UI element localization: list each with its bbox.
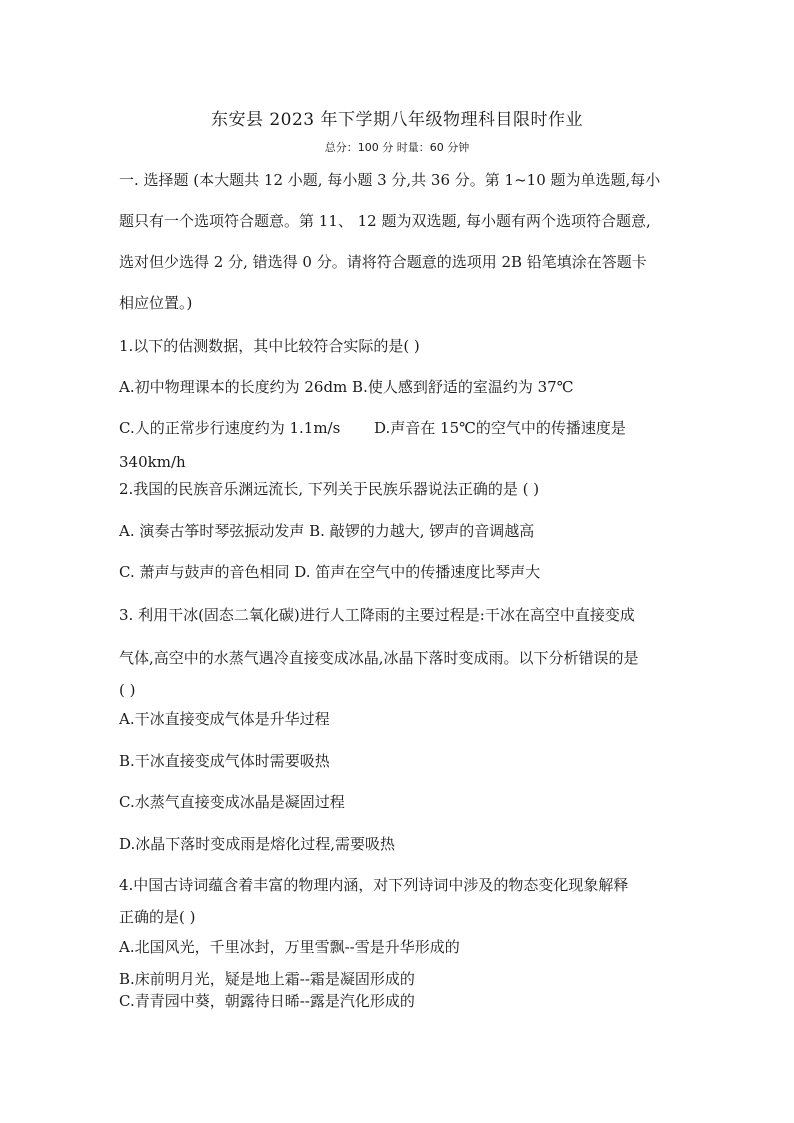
section-instructions-line-2: 题只有一个选项符合题意。第 11、 12 题为双选题, 每小题有两个选项符合题意, xyxy=(119,212,651,230)
question-3-option-b: B.干冰直接变成气体时需要吸热 xyxy=(119,752,330,770)
document-subtitle: 总分：100 分 时量：60 分钟 xyxy=(324,141,470,154)
question-3-stem-line-2: 气体,高空中的水蒸气遇冷直接变成冰晶,冰晶下落时变成雨。以下分析错误的是 xyxy=(119,649,639,667)
section-instructions-line-4: 相应位置。) xyxy=(119,294,193,312)
document-title: 东安县 2023 年下学期八年级物理科目限时作业 xyxy=(210,110,584,130)
question-1-option-c: C.人的正常步行速度约为 1.1m/s xyxy=(119,419,341,437)
question-3-option-d: D.冰晶下落时变成雨是熔化过程,需要吸热 xyxy=(119,835,396,853)
question-4-option-b: B.床前明月光，疑是地上霜--霜是凝固形成的 xyxy=(119,970,415,988)
question-3-option-c: C.水蒸气直接变成冰晶是凝固过程 xyxy=(119,793,345,811)
question-4-stem-line-1: 4.中国古诗词蕴含着丰富的物理内涵，对下列诗词中涉及的物态变化现象解释 xyxy=(119,876,629,894)
question-1-options-ab: A.初中物理课本的长度约为 26dm B.使人感到舒适的室温约为 37℃ xyxy=(119,378,574,396)
question-3-stem-line-1: 3. 利用干冰(固态二氧化碳)进行人工降雨的主要过程是:干冰在高空中直接变成 xyxy=(119,606,635,624)
section-instructions-line-1: 一. 选择题 (本大题共 12 小题, 每小题 3 分,共 36 分。第 1~10 题为单选题,每小 xyxy=(119,171,661,189)
question-2-options-ab: A. 演奏古筝时琴弦振动发声 B. 敲锣的力越大, 锣声的音调越高 xyxy=(119,522,535,540)
question-4-option-a: A.北国风光，千里冰封，万里雪飘--雪是升华形成的 xyxy=(119,938,460,956)
question-4-option-c: C.青青园中葵，朝露待日晞--露是汽化形成的 xyxy=(119,992,415,1010)
section-instructions-line-3: 选对但少选得 2 分, 错选得 0 分。请将符合题意的选项用 2B 铅笔填涂在答题卡 xyxy=(119,253,647,271)
question-3-stem-line-3: ( ) xyxy=(119,681,136,699)
question-3-option-a: A.干冰直接变成气体是升华过程 xyxy=(119,710,330,728)
question-1-stem: 1.以下的估测数据，其中比较符合实际的是( ) xyxy=(119,337,420,355)
question-1-option-d: D.声音在 15℃的空气中的传播速度是 xyxy=(374,419,626,437)
question-1-option-d-continued: 340km/h xyxy=(119,453,186,471)
question-4-stem-line-2: 正确的是( ) xyxy=(119,908,196,926)
question-2-stem: 2.我国的民族音乐渊远流长, 下列关于民族乐器说法正确的是 ( ) xyxy=(119,480,540,498)
question-2-options-cd: C. 萧声与鼓声的音色相同 D. 笛声在空气中的传播速度比琴声大 xyxy=(119,563,541,581)
